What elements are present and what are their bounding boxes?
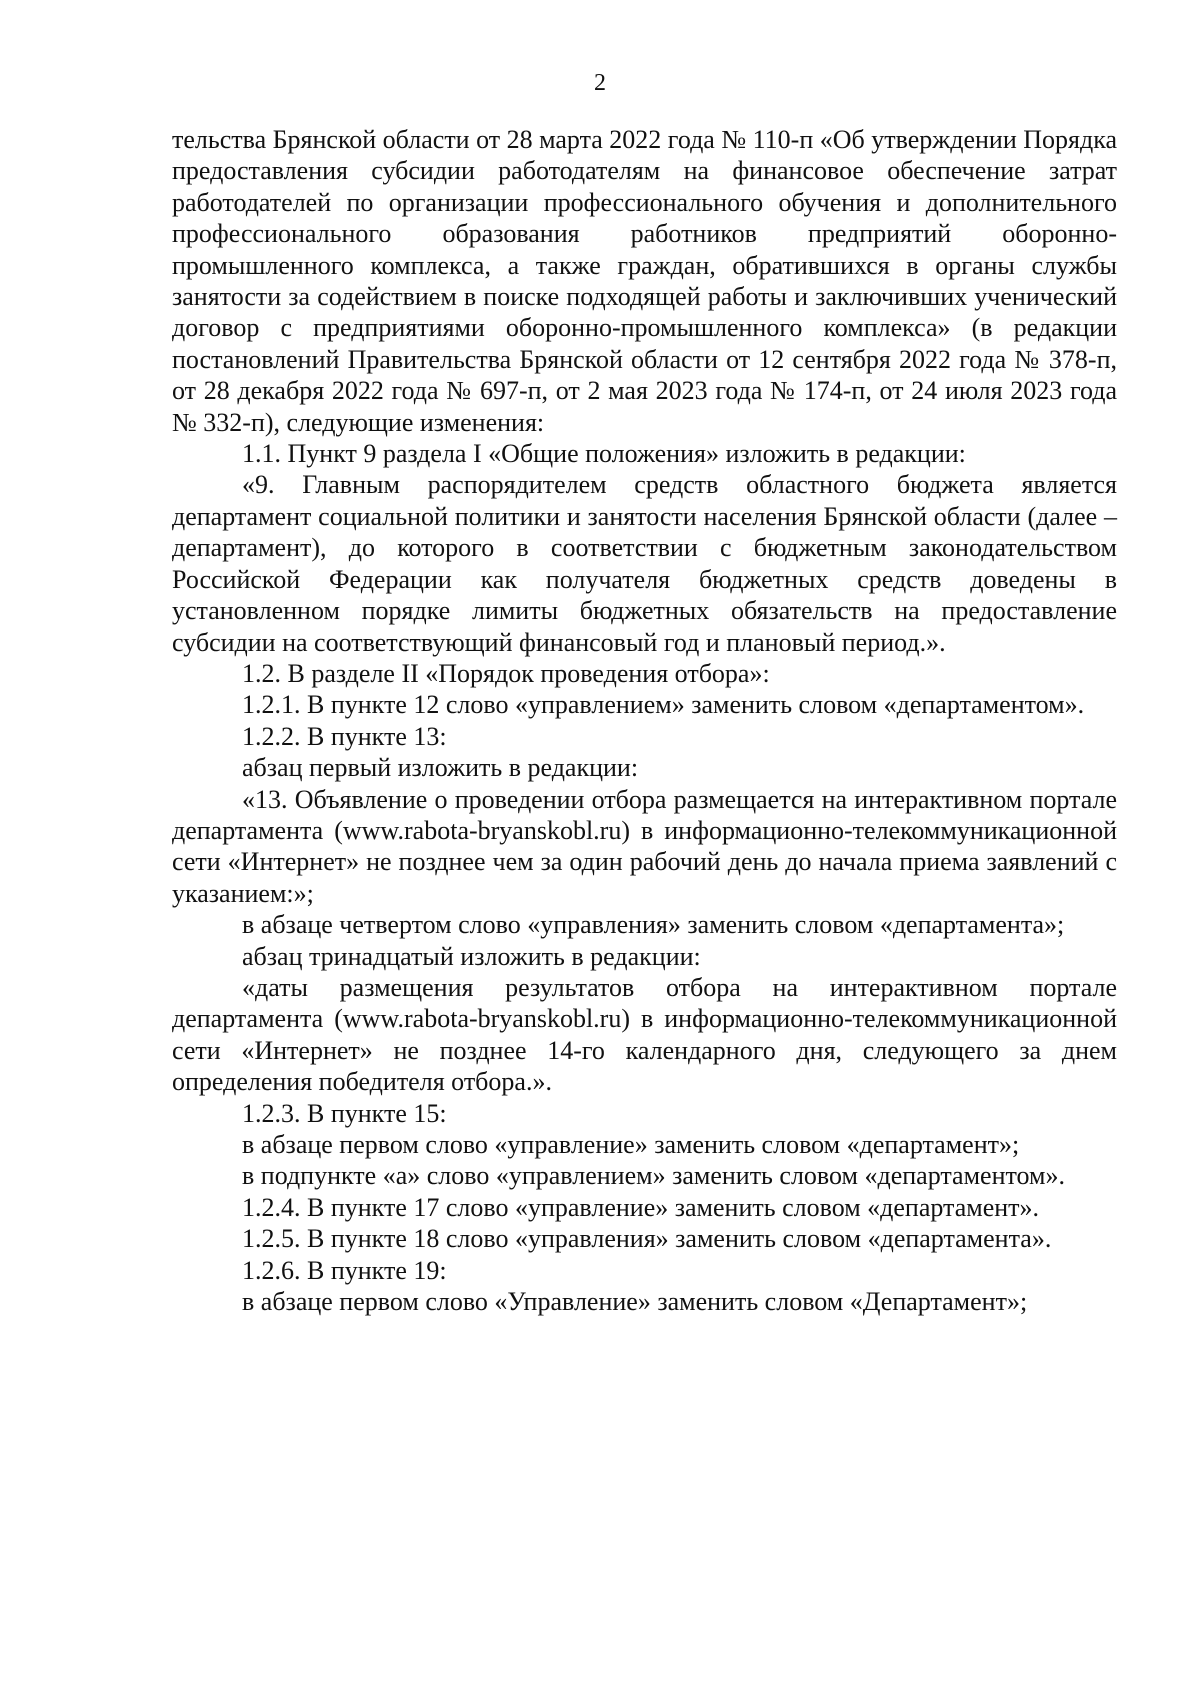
document-body [172, 124, 1117, 1317]
paragraph-8: в абзаце четвертом слово «управления» заменить словом «департамента»; [242, 910, 1065, 940]
paragraph-11: 1.2.3. В пункте 15: [242, 1098, 447, 1128]
paragraph-2: «9. Главным распорядителем средств областного бюджета является департамент социальной политики и занятости населения Брянской области (далее – департамент), до которого в соответствии с бюджетным законодательством Российской Федерации как получателя бюджетных средств доведены в установленном порядке лимиты бюджетных обязательств на предоставление субсидии на соответствующий финансовый год и плановый период.». [172, 470, 1117, 657]
paragraph-5: 1.2.2. В пункте 13: [242, 721, 447, 751]
paragraph-10: «даты размещения результатов отбора на интерактивном портале департамента (www.rabota-bryanskobl.ru) в информационно-телекоммуникационной сети «Интернет» не позднее 14-го календарного дня, следующего за днем определения победителя отбора.». [172, 972, 1117, 1097]
paragraph-1: 1.1. Пункт 9 раздела I «Общие положения» изложить в редакции: [242, 439, 966, 469]
paragraph-4: 1.2.1. В пункте 12 слово «управлением» заменить словом «департаментом». [242, 690, 1085, 720]
paragraph-16: 1.2.6. В пункте 19: [242, 1255, 447, 1285]
paragraph-3: 1.2. В разделе II «Порядок проведения отбора»: [242, 658, 770, 688]
paragraph-13: в подпункте «а» слово «управлением» заменить словом «департаментом». [242, 1161, 1065, 1191]
paragraph-14: 1.2.4. В пункте 17 слово «управление» заменить словом «департамент». [242, 1192, 1040, 1222]
page-number: 2 [594, 70, 606, 96]
paragraph-6: абзац первый изложить в редакции: [242, 753, 639, 783]
paragraph-15: 1.2.5. В пункте 18 слово «управления» заменить словом «департамента». [242, 1224, 1052, 1254]
paragraph-12: в абзаце первом слово «управление» заменить словом «департамент»; [242, 1130, 1020, 1159]
paragraph-7: «13. Объявление о проведении отбора размещается на интерактивном портале департамента (www.rabota-bryanskobl.ru) в информационно-телекоммуникационной сети «Интернет» не позднее чем за один рабочий день до начала приема заявлений с указанием:»; [172, 784, 1117, 908]
paragraph-9: абзац тринадцатый изложить в редакции: [242, 941, 701, 971]
paragraph-17: в абзаце первом слово «Управление» заменить словом «Департамент»; [242, 1287, 1028, 1317]
paragraph-0: тельства Брянской области от 28 марта 2022 года № 110-п «Об утверждении Порядка предоставления субсидии работодателям на финансовое обеспечение затрат работодателей по организации профессионального обучения и дополнительного профессионального образования работников предприятий оборонно-промышленного комплекса, а также граждан, обратившихся в органы службы занятости за содействием в поиске подходящей работы и заключивших ученический договор с предприятиями оборонно-промышленного комплекса» (в редакции постановлений Правительства Брянской области от 12 сентября 2022 года № 378-п, от 28 декабря 2022 года № 697-п, от 2 мая 2023 года № 174-п, от 24 июля 2023 года № 332-п), следующие изменения: [172, 125, 1118, 437]
